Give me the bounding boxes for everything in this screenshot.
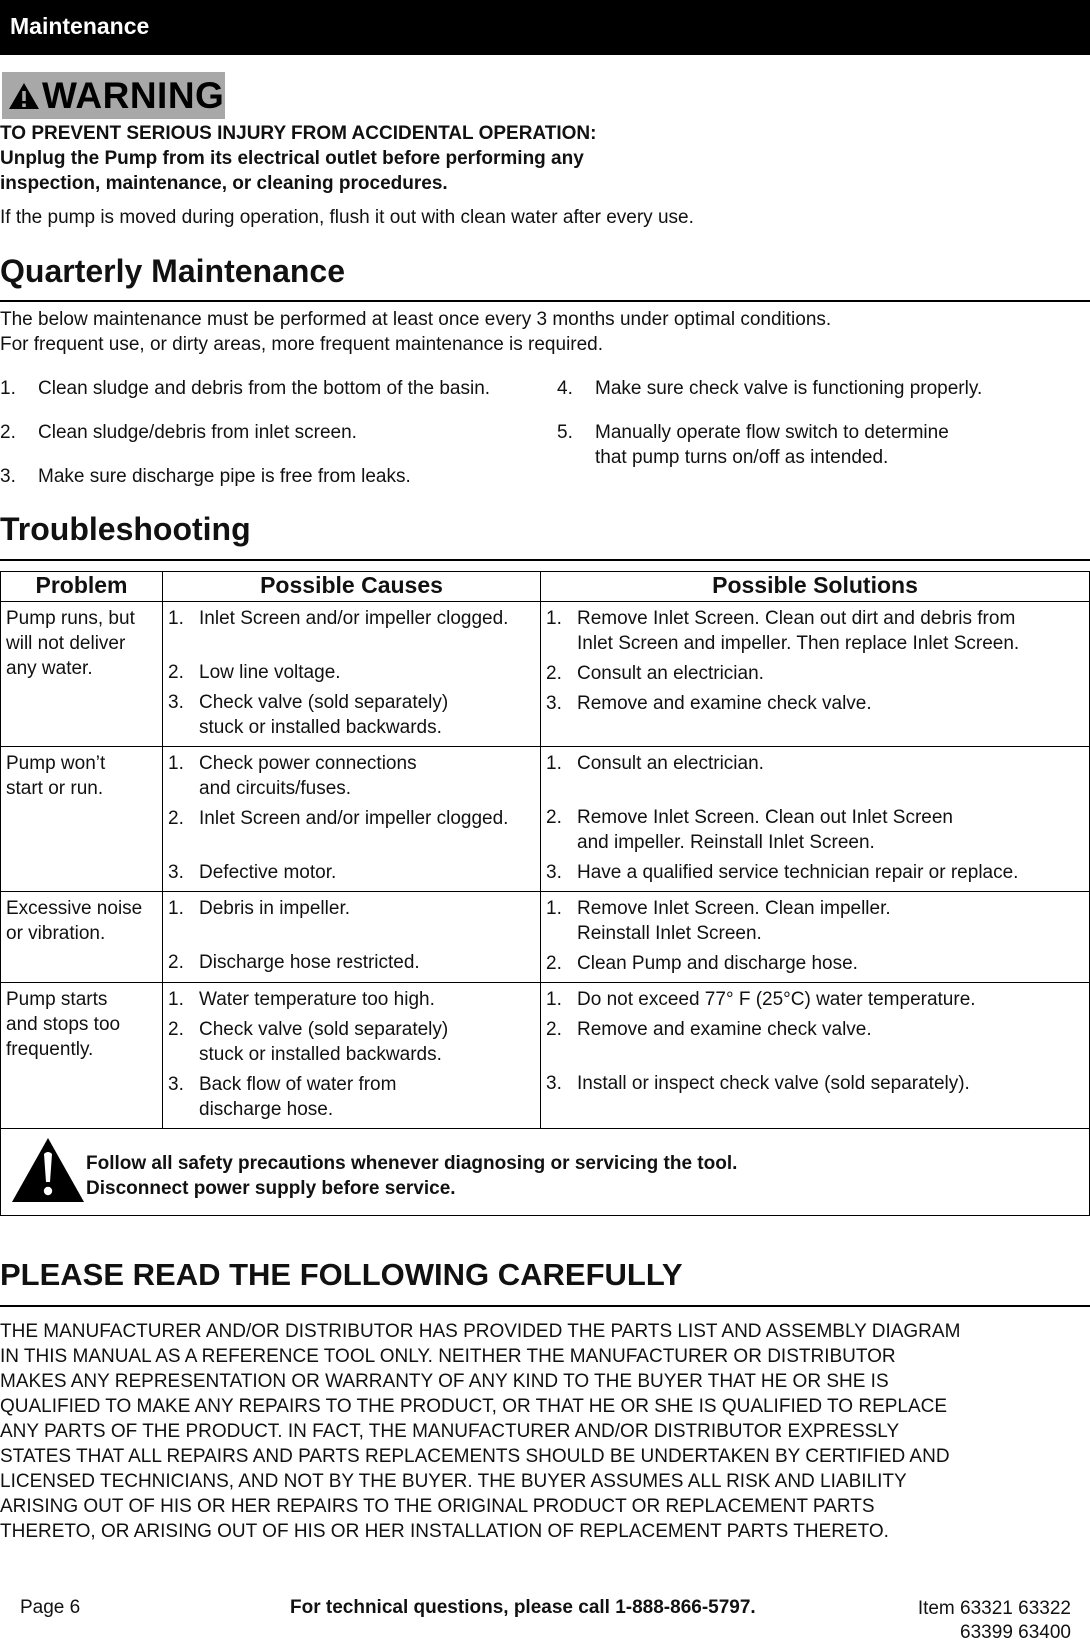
quarterly-intro-1: The below maintenance must be performed at least once every 3 months under optimal conditions.: [0, 309, 832, 330]
quarterly-item-num: 2.: [0, 422, 16, 443]
causes-cell: [163, 892, 541, 983]
quarterly-rule: [0, 300, 1090, 302]
problem-line: any water.: [6, 658, 93, 679]
cause-item: 1. Debris in impeller.: [168, 898, 350, 919]
cause-item: 3. Back flow of water from discharge hose.: [168, 1074, 397, 1120]
cause-item: 2. Low line voltage.: [168, 662, 341, 683]
problem-cell: [1, 983, 163, 1129]
warning-triangle-icon: [8, 81, 40, 111]
solutions-cell: [541, 602, 1090, 747]
quarterly-item-text-cont: that pump turns on/off as intended.: [595, 447, 889, 468]
footer-item-numbers: [918, 1597, 1071, 1645]
footer-item-line-2: 63399 63400: [960, 1622, 1071, 1643]
solutions-cell: [541, 983, 1090, 1129]
quarterly-item-num: 5.: [557, 422, 573, 443]
cause-item: 1. Water temperature too high.: [168, 989, 435, 1010]
cause-item: 3. Check valve (sold separately) stuck or installed backwards.: [168, 692, 449, 738]
disclaimer-text: [0, 1319, 1080, 1544]
safety-line-2: Disconnect power supply before service.: [86, 1178, 456, 1199]
section-header-bar: [0, 0, 1090, 55]
solution-item: 1. Remove Inlet Screen. Clean out dirt and debris from Inlet Screen and impeller. Then replace Inlet Screen.: [546, 608, 1020, 654]
footer-page-number: Page 6: [20, 1597, 81, 1618]
problem-line: or vibration.: [6, 923, 106, 944]
column-header-problem: Problem: [1, 572, 163, 602]
disclaimer-line: STATES THAT ALL REPAIRS AND PARTS REPLACEMENTS SHOULD BE UNDERTAKEN BY CERTIFIED AND: [0, 1446, 950, 1467]
disclaimer-line: MAKES ANY REPRESENTATION OR WARRANTY OF ANY KIND TO THE BUYER THAT HE OR SHE IS: [0, 1371, 889, 1392]
cause-item: 3. Defective motor.: [168, 862, 337, 883]
solutions-cell: [541, 747, 1090, 892]
cause-item: 2. Inlet Screen and/or impeller clogged.: [168, 808, 509, 829]
table-header-row: [1, 572, 1090, 602]
warning-badge: [2, 72, 225, 119]
warning-note: If the pump is moved during operation, flush it out with clean water after every use.: [0, 207, 694, 228]
problem-line: frequently.: [6, 1039, 94, 1060]
disclaimer-line: IN THIS MANUAL AS A REFERENCE TOOL ONLY. NEITHER THE MANUFACTURER OR DISTRIBUTOR: [0, 1346, 896, 1367]
problem-line: Pump won’t: [6, 753, 106, 774]
solutions-cell: [541, 892, 1090, 983]
table-row: [1, 892, 1090, 983]
quarterly-item-text: Clean sludge/debris from inlet screen.: [38, 422, 357, 443]
solution-item: 1. Consult an electrician.: [546, 753, 764, 774]
warning-line-2: Unplug the Pump from its electrical outlet before performing any: [0, 148, 584, 169]
warning-line-3: inspection, maintenance, or cleaning procedures.: [0, 173, 448, 194]
footer-item-line-1: Item 63321 63322: [917, 1598, 1071, 1619]
table-row: [1, 602, 1090, 747]
disclaimer-line: LICENSED TECHNICIANS, AND NOT BY THE BUYER. THE BUYER ASSUMES ALL RISK AND LIABILITY: [0, 1471, 907, 1492]
safety-cell: [1, 1129, 1090, 1216]
footer-contact: For technical questions, please call 1-888-866-5797.: [290, 1597, 756, 1618]
cause-item: 2. Discharge hose restricted.: [168, 952, 420, 973]
please-read-title: PLEASE READ THE FOLLOWING CAREFULLY: [0, 1257, 683, 1292]
quarterly-intro-2: For frequent use, or dirty areas, more frequent maintenance is required.: [0, 334, 604, 355]
solution-item: 1. Do not exceed 77° F (25°C) water temperature.: [546, 989, 976, 1010]
solution-item: 2. Clean Pump and discharge hose.: [546, 953, 858, 974]
cause-item: 2. Check valve (sold separately) stuck or installed backwards.: [168, 1019, 449, 1065]
solution-item: 3. Have a qualified service technician repair or replace.: [546, 862, 1019, 883]
safety-alert-icon: [10, 1136, 86, 1204]
section-header-title: Maintenance: [10, 13, 150, 39]
disclaimer-line: ARISING OUT OF HIS OR HER REPAIRS TO THE ORIGINAL PRODUCT OR REPLACEMENT PARTS: [0, 1496, 875, 1517]
solution-item: 2. Consult an electrician.: [546, 663, 764, 684]
table-row: [1, 747, 1090, 892]
safety-row: [1, 1129, 1090, 1216]
troubleshooting-table: [0, 571, 1090, 1216]
quarterly-item-num: 1.: [0, 378, 16, 399]
problem-line: start or run.: [6, 778, 104, 799]
column-header-solutions: Possible Solutions: [541, 572, 1090, 602]
causes-cell: [163, 983, 541, 1129]
problem-line: Pump starts: [6, 989, 108, 1010]
solution-item: 2. Remove and examine check valve.: [546, 1019, 872, 1040]
please-read-rule: [0, 1305, 1090, 1307]
warning-label: WARNING: [42, 74, 225, 116]
solution-item: 3. Install or inspect check valve (sold separately).: [546, 1073, 970, 1094]
problem-cell: [1, 747, 163, 892]
troubleshooting-title: Troubleshooting: [0, 511, 251, 547]
quarterly-item-text: Make sure check valve is functioning properly.: [595, 378, 983, 399]
table-row: [1, 983, 1090, 1129]
quarterly-item-text: Clean sludge and debris from the bottom of the basin.: [38, 378, 491, 399]
column-header-causes: Possible Causes: [163, 572, 541, 602]
disclaimer-line: ANY PARTS OF THE PRODUCT. IN FACT, THE MANUFACTURER AND/OR DISTRIBUTOR EXPRESSLY: [0, 1421, 900, 1442]
cause-item: 1. Inlet Screen and/or impeller clogged.: [168, 608, 509, 629]
safety-line-1: Follow all safety precautions whenever diagnosing or servicing the tool.: [86, 1153, 738, 1174]
problem-line: Excessive noise: [6, 898, 143, 919]
cause-item: 1. Check power connections and circuits/fuses.: [168, 753, 417, 799]
quarterly-title: Quarterly Maintenance: [0, 253, 345, 289]
disclaimer-line: QUALIFIED TO MAKE ANY REPAIRS TO THE PRODUCT, OR THAT HE OR SHE IS QUALIFIED TO REPLACE: [0, 1396, 948, 1417]
problem-cell: [1, 602, 163, 747]
problem-line: will not deliver: [6, 633, 126, 654]
solution-item: 1. Remove Inlet Screen. Clean impeller. Reinstall Inlet Screen.: [546, 898, 891, 944]
troubleshooting-rule: [0, 559, 1090, 561]
causes-cell: [163, 747, 541, 892]
solution-item: 2. Remove Inlet Screen. Clean out Inlet Screen and impeller. Reinstall Inlet Screen.: [546, 807, 953, 853]
disclaimer-line: THERETO, OR ARISING OUT OF HIS OR HER INSTALLATION OF REPLACEMENT PARTS THERETO.: [0, 1521, 889, 1542]
quarterly-item-num: 3.: [0, 466, 16, 487]
safety-text: [86, 1151, 737, 1201]
problem-cell: [1, 892, 163, 983]
disclaimer-line: THE MANUFACTURER AND/OR DISTRIBUTOR HAS PROVIDED THE PARTS LIST AND ASSEMBLY DIAGRAM: [0, 1321, 961, 1342]
quarterly-item-num: 4.: [557, 378, 573, 399]
problem-line: and stops too: [6, 1014, 121, 1035]
warning-line-1: TO PREVENT SERIOUS INJURY FROM ACCIDENTAL OPERATION:: [0, 123, 597, 144]
causes-cell: [163, 602, 541, 747]
quarterly-item-text: Make sure discharge pipe is free from leaks.: [38, 466, 411, 487]
problem-line: Pump runs, but: [6, 608, 135, 629]
solution-item: 3. Remove and examine check valve.: [546, 693, 872, 714]
quarterly-item-text: Manually operate flow switch to determine: [595, 422, 949, 443]
